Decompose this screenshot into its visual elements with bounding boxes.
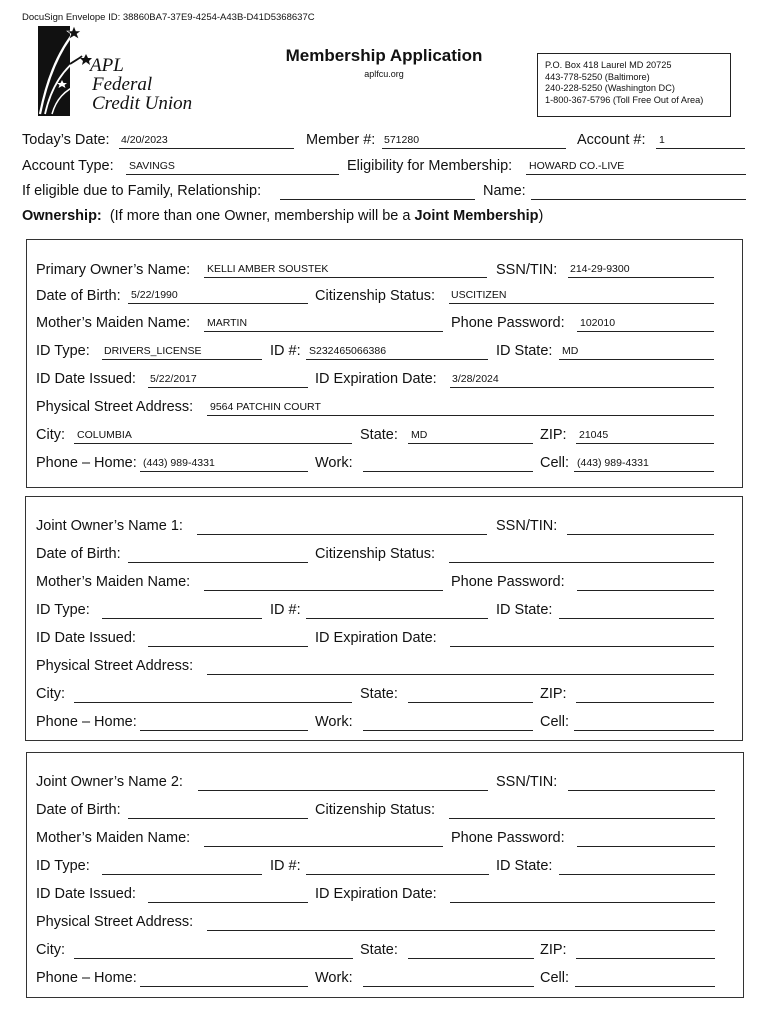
joint2-id-issued-label: ID Date Issued: <box>36 886 136 902</box>
primary-dob-value: 5/22/1990 <box>131 289 178 301</box>
contact-phone-tollfree: 1-800-367-5796 (Toll Free Out of Area) <box>545 94 704 105</box>
joint2-id-type-label: ID Type: <box>36 858 90 874</box>
joint1-zip-label: ZIP: <box>540 686 567 702</box>
joint2-state-field[interactable] <box>408 943 534 959</box>
primary-id-expiration-value: 3/28/2024 <box>452 373 499 385</box>
joint1-id-expiration-label: ID Expiration Date: <box>315 630 437 646</box>
joint2-id-expiration-field[interactable] <box>450 887 715 903</box>
logo-line-2: Federal <box>92 74 153 95</box>
joint1-city-field[interactable] <box>74 687 352 703</box>
joint1-work-label: Work: <box>315 714 353 730</box>
primary-maiden-value: MARTIN <box>207 317 248 329</box>
account-number-field[interactable] <box>656 133 745 149</box>
envelope-id: DocuSign Envelope ID: 38860BA7-37E9-4254-A43B-D41D5368637C <box>22 12 315 23</box>
joint2-city-field[interactable] <box>74 943 353 959</box>
joint1-address-field[interactable] <box>207 659 714 675</box>
joint2-id-number-field[interactable] <box>306 859 489 875</box>
ownership-label: Ownership: <box>22 208 102 224</box>
joint1-dob-field[interactable] <box>128 547 308 563</box>
joint2-zip-label: ZIP: <box>540 942 567 958</box>
primary-id-issued-label: ID Date Issued: <box>36 371 136 387</box>
eligibility-value: HOWARD CO.-LIVE <box>529 160 625 172</box>
joint1-id-number-label: ID #: <box>270 602 301 618</box>
primary-id-type-value: DRIVERS_LICENSE <box>104 345 202 357</box>
joint2-name-label: Joint Owner’s Name 2: <box>36 774 183 790</box>
primary-id-issued-value: 5/22/2017 <box>150 373 197 385</box>
joint1-id-issued-label: ID Date Issued: <box>36 630 136 646</box>
primary-id-expiration-label: ID Expiration Date: <box>315 371 437 387</box>
primary-address-label: Physical Street Address: <box>36 399 194 415</box>
logo-mark-icon <box>36 24 96 119</box>
joint2-phone-home-label: Phone – Home: <box>36 970 137 986</box>
primary-dob-label: Date of Birth: <box>36 288 121 304</box>
primary-cell-value: (443) 989-4331 <box>577 457 649 469</box>
joint2-phone-password-field[interactable] <box>577 831 715 847</box>
joint2-ssn-field[interactable] <box>568 775 715 791</box>
joint1-zip-field[interactable] <box>576 687 714 703</box>
todays-date-label: Today’s Date: <box>22 132 110 148</box>
primary-id-number-label: ID #: <box>270 343 301 359</box>
joint2-id-expiration-label: ID Expiration Date: <box>315 886 437 902</box>
joint2-cell-field[interactable] <box>575 971 715 987</box>
joint1-phone-password-field[interactable] <box>577 575 714 591</box>
joint1-maiden-field[interactable] <box>204 575 443 591</box>
joint1-dob-label: Date of Birth: <box>36 546 121 562</box>
primary-address-value: 9564 PATCHIN COURT <box>210 401 321 413</box>
joint2-work-field[interactable] <box>363 971 534 987</box>
joint2-id-issued-field[interactable] <box>148 887 308 903</box>
joint1-maiden-label: Mother’s Maiden Name: <box>36 574 191 590</box>
joint2-address-field[interactable] <box>207 915 715 931</box>
joint2-citizenship-label: Citizenship Status: <box>315 802 436 818</box>
joint2-address-label: Physical Street Address: <box>36 914 194 930</box>
joint1-work-field[interactable] <box>363 715 533 731</box>
primary-owner-section <box>26 239 743 488</box>
joint2-id-state-field[interactable] <box>559 859 715 875</box>
joint2-zip-field[interactable] <box>576 943 715 959</box>
member-number-label: Member #: <box>306 132 376 148</box>
primary-id-type-label: ID Type: <box>36 343 90 359</box>
contact-box <box>537 53 731 117</box>
primary-id-state-field[interactable] <box>559 344 714 360</box>
primary-name-value: KELLI AMBER SOUSTEK <box>207 263 329 275</box>
joint2-id-state-label: ID State: <box>496 858 553 874</box>
primary-zip-value: 21045 <box>579 429 609 441</box>
joint2-id-type-field[interactable] <box>102 859 262 875</box>
contact-address: P.O. Box 418 Laurel MD 20725 <box>545 60 672 70</box>
primary-zip-label: ZIP: <box>540 427 567 443</box>
joint1-name-label: Joint Owner’s Name 1: <box>36 518 183 534</box>
joint1-id-state-label: ID State: <box>496 602 553 618</box>
joint1-ssn-label: SSN/TIN: <box>496 518 558 534</box>
account-type-label: Account Type: <box>22 158 114 174</box>
joint1-id-issued-field[interactable] <box>148 631 308 647</box>
joint1-phone-password-label: Phone Password: <box>451 574 565 590</box>
joint2-maiden-field[interactable] <box>204 831 443 847</box>
primary-city-label: City: <box>36 427 65 443</box>
joint1-citizenship-label: Citizenship Status: <box>315 546 436 562</box>
account-number-label: Account #: <box>577 132 646 148</box>
primary-id-state-value: MD <box>562 345 579 357</box>
primary-maiden-label: Mother’s Maiden Name: <box>36 315 191 331</box>
joint1-id-expiration-field[interactable] <box>450 631 714 647</box>
joint1-state-label: State: <box>360 686 398 702</box>
ownership-note <box>22 208 543 224</box>
joint2-phone-password-label: Phone Password: <box>451 830 565 846</box>
relationship-field[interactable] <box>280 184 475 200</box>
primary-id-number-value: S232465066386 <box>309 345 387 357</box>
account-number-value: 1 <box>659 134 665 146</box>
relative-name-label: Name: <box>483 183 526 199</box>
joint2-maiden-label: Mother’s Maiden Name: <box>36 830 191 846</box>
logo-text <box>88 56 192 113</box>
joint2-name-field[interactable] <box>198 775 488 791</box>
website-link[interactable]: aplfcu.org <box>364 69 404 79</box>
page-title: Membership Application <box>285 46 483 65</box>
joint1-state-field[interactable] <box>408 687 533 703</box>
joint1-cell-label: Cell: <box>540 714 570 730</box>
primary-phone-password-label: Phone Password: <box>451 315 565 331</box>
joint2-state-label: State: <box>360 942 398 958</box>
primary-state-label: State: <box>360 427 398 443</box>
todays-date-value: 4/20/2023 <box>121 134 168 146</box>
logo-line-1: APL <box>90 55 124 76</box>
primary-name-label: Primary Owner’s Name: <box>36 262 191 278</box>
joint-owner-1-section <box>25 496 743 741</box>
joint1-cell-field[interactable] <box>574 715 714 731</box>
primary-id-state-label: ID State: <box>496 343 553 359</box>
contact-phone-baltimore: 443-778-5250 (Baltimore) <box>545 71 650 82</box>
joint2-work-label: Work: <box>315 970 353 986</box>
joint2-ssn-label: SSN/TIN: <box>496 774 558 790</box>
joint1-phone-home-field[interactable] <box>140 715 308 731</box>
joint-owner-2-section <box>26 752 744 998</box>
joint1-phone-home-label: Phone – Home: <box>36 714 137 730</box>
joint1-address-label: Physical Street Address: <box>36 658 194 674</box>
joint2-phone-home-field[interactable] <box>140 971 308 987</box>
joint1-ssn-field[interactable] <box>567 519 714 535</box>
apl-logo <box>36 24 206 119</box>
relative-name-field[interactable] <box>531 184 746 200</box>
joint1-city-label: City: <box>36 686 65 702</box>
joint2-cell-label: Cell: <box>540 970 570 986</box>
account-type-value: SAVINGS <box>129 160 175 172</box>
joint1-id-number-field[interactable] <box>306 603 488 619</box>
joint1-citizenship-field[interactable] <box>449 547 714 563</box>
joint2-dob-label: Date of Birth: <box>36 802 121 818</box>
eligibility-label: Eligibility for Membership: <box>347 158 513 174</box>
primary-phone-password-value: 102010 <box>580 317 616 329</box>
primary-ssn-value: 214-29-9300 <box>570 263 630 275</box>
joint1-id-state-field[interactable] <box>559 603 714 619</box>
relationship-label: If eligible due to Family, Relationship: <box>22 183 262 199</box>
ownership-note-prefix: (If more than one Owner, membership will be a <box>109 208 411 224</box>
joint2-id-number-label: ID #: <box>270 858 301 874</box>
primary-phone-home-value: (443) 989-4331 <box>143 457 215 469</box>
member-number-value: 571280 <box>384 134 420 146</box>
contact-phone-dc: 240-228-5250 (Washington DC) <box>545 83 675 93</box>
joint1-id-type-label: ID Type: <box>36 602 90 618</box>
joint2-city-label: City: <box>36 942 65 958</box>
joint1-id-type-field[interactable] <box>102 603 262 619</box>
primary-work-label: Work: <box>315 455 353 471</box>
joint2-citizenship-field[interactable] <box>449 803 715 819</box>
joint1-name-field[interactable] <box>197 519 487 535</box>
ownership-note-suffix: ) <box>538 208 544 224</box>
primary-citizenship-label: Citizenship Status: <box>315 288 436 304</box>
primary-state-value: MD <box>411 429 428 441</box>
joint2-dob-field[interactable] <box>128 803 308 819</box>
ownership-note-bold: Joint Membership <box>414 208 539 224</box>
primary-work-field[interactable] <box>363 456 533 472</box>
primary-ssn-label: SSN/TIN: <box>496 262 558 278</box>
primary-city-value: COLUMBIA <box>77 429 132 441</box>
primary-phone-home-label: Phone – Home: <box>36 455 137 471</box>
logo-line-3: Credit Union <box>92 93 193 114</box>
primary-cell-label: Cell: <box>540 455 570 471</box>
primary-citizenship-value: USCITIZEN <box>451 289 507 301</box>
